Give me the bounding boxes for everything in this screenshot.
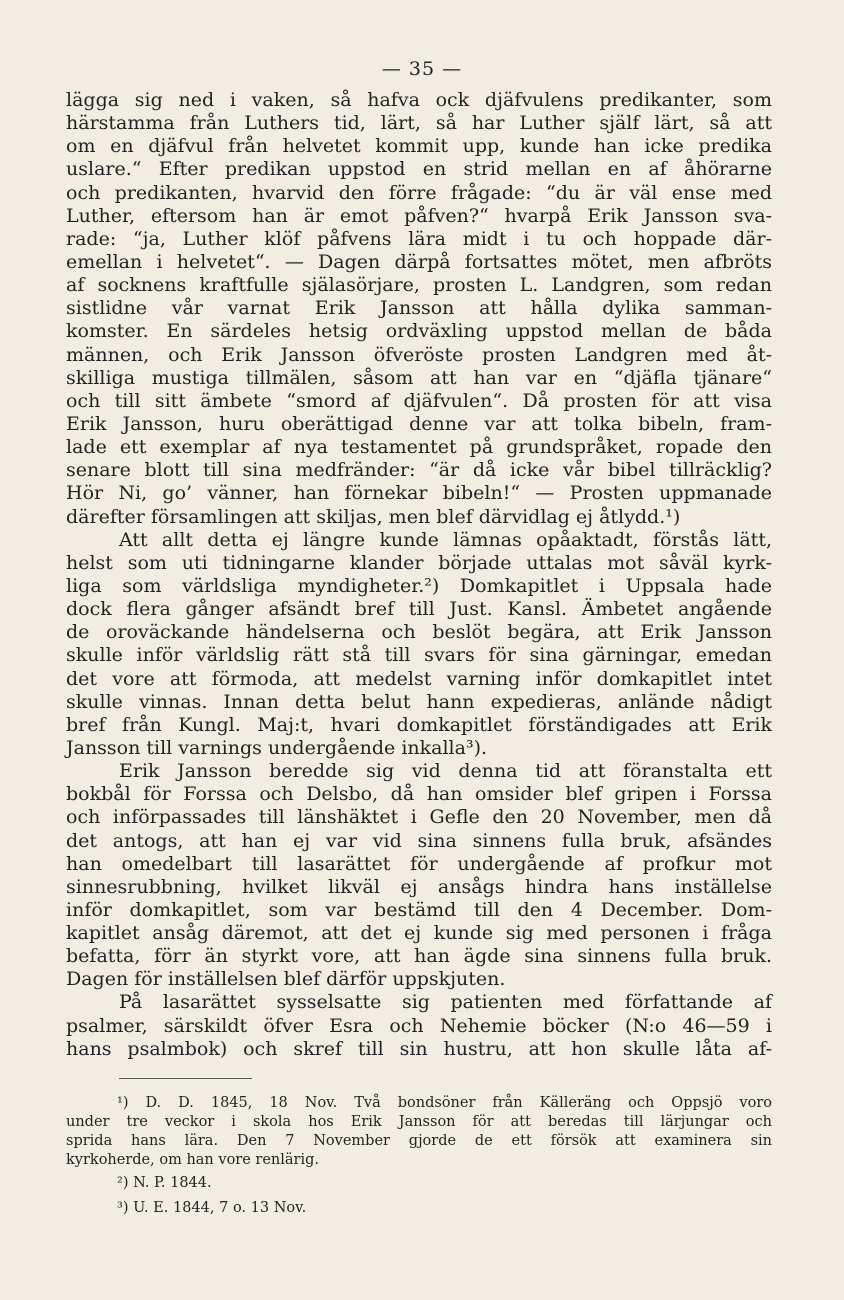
text-line: dock flera gånger afsändt bref till Just. Kansl. Ämbetet angående — [66, 598, 772, 621]
text-line: de oroväckande händelserna och beslöt begära, att Erik Jansson — [66, 621, 772, 644]
text-line: han omedelbart till lasarättet för undergående af profkur mot — [66, 852, 772, 875]
text-line: uslare.“ Efter predikan uppstod en strid mellan en af åhörarne — [66, 158, 772, 181]
text-line: liga som världsliga myndigheter.²) Domkapitlet i Uppsala hade — [66, 574, 772, 597]
text-line: det antogs, att han ej var vid sina sinnens fulla bruk, afsändes — [66, 829, 772, 852]
text-line: skulle vinnas. Innan detta belut hann expedieras, anlände nådigt — [66, 690, 772, 713]
footnote-line: ²) N. P. 1844. — [117, 1175, 212, 1191]
text-line: männen, och Erik Jansson öfveröste prosten Landgren med åt- — [66, 343, 772, 366]
text-line: emellan i helvetet“. — Dagen därpå fortsattes mötet, men afbröts — [66, 250, 772, 273]
text-line: lägga sig ned i vaken, så hafva ock djäfvulens predikanter, som — [66, 89, 772, 111]
text-line: bref från Kungl. Maj:t, hvari domkapitlet förständigades att Erik — [66, 713, 772, 736]
text-line: helst som uti tidningarne klander började uttalas mot såväl kyrk- — [66, 551, 772, 574]
text-line: af socknens kraftfulle själasörjare, prosten L. Landgren, som redan — [66, 274, 772, 297]
text-line: och till sitt ämbete “smord af djäfvulen“. Då prosten för att visa — [66, 389, 772, 412]
footnote-line: under tre veckor i skola hos Erik Jansson för att beredas till lärjungar och — [66, 1114, 772, 1130]
text-line: Jansson till varnings undergående inkalla³). — [66, 736, 488, 759]
text-line: hans psalmbok) och skref till sin hustru, att hon skulle låta af- — [66, 1037, 772, 1060]
text-line: senare blott till sina medfränder: “är då icke vår bibel tillräcklig? — [66, 459, 772, 482]
text-line: Luther, eftersom han är emot påfven?“ hvarpå Erik Jansson sva- — [66, 204, 772, 227]
text-line: psalmer, särskildt öfver Esra och Nehemie böcker (N:o 46—59 i — [66, 1014, 772, 1037]
footnote-line: kyrkoherde, om han vore renlärig. — [66, 1152, 320, 1168]
text-line: sinnesrubbning, hvilket likväl ej ansågs hindra hans inställelse — [66, 875, 772, 898]
footnote-line: sprida hans lära. Den 7 November gjorde de ett försök att examinera sin — [66, 1133, 772, 1149]
text-line: härstamma från Luthers tid, lärt, så har Luther själf lärt, så att — [66, 112, 772, 135]
text-line: skulle inför världslig rätt stå till svars för sina gärningar, emedan — [66, 644, 772, 667]
footnote-line: ³) U. E. 1844, 7 o. 13 Nov. — [117, 1200, 307, 1216]
footnote-line: ¹) D. D. 1845, 18 Nov. Två bondsöner från Källeräng och Oppsjö voro — [117, 1095, 772, 1111]
text-line: bokbål för Forssa och Delsbo, då han omsider blef gripen i Forssa — [66, 783, 772, 806]
text-line: inför domkapitlet, som var bestämd till den 4 December. Dom- — [66, 898, 772, 921]
text-line: rade: “ja, Luther klöf påfvens lära midt i tu och hoppade där- — [66, 227, 772, 250]
text-line: Dagen för inställelsen blef därför uppskjuten. — [66, 968, 506, 991]
text-line: det vore att förmoda, att medelst varning inför domkapitlet intet — [66, 667, 772, 690]
text-line: skilliga mustiga tillmälen, såsom att han var en “djäfla tjänare“ — [66, 366, 772, 389]
text-line: och införpassades till länshäktet i Gefle den 20 November, men då — [66, 806, 772, 829]
page-number: — 35 — — [381, 58, 463, 80]
footnotes — [66, 1094, 772, 1218]
text-line: kapitlet ansåg däremot, att det ej kunde sig med personen i fråga — [66, 922, 772, 945]
text-line: därefter församlingen att skiljas, men blef därvidlag ej åtlydd.¹) — [66, 505, 681, 528]
text-line: och predikanten, hvarvid den förre frågade: “du är väl ense med — [66, 181, 772, 204]
text-line: komster. En särdeles hetsig ordväxling uppstod mellan de båda — [66, 320, 772, 343]
text-line: Erik Jansson beredde sig vid denna tid att föranstalta ett — [119, 760, 772, 783]
body-text — [66, 89, 772, 1061]
text-line: Hör Ni, go’ vänner, han förnekar bibeln!“ — Prosten uppmanade — [66, 482, 772, 505]
text-line: befatta, förr än styrkt vore, att han ägde sina sinnens fulla bruk. — [66, 945, 772, 968]
text-line: om en djäfvul från helvetet kommit upp, kunde han icke predika — [66, 135, 772, 158]
text-line: Erik Jansson, huru oberättigad denne var att tolka bibeln, fram- — [66, 412, 772, 435]
text-line: Att allt detta ej längre kunde lämnas opåaktadt, förstås lätt, — [119, 528, 772, 551]
text-line: sistlidne vår varnat Erik Jansson att hålla dylika samman- — [66, 297, 772, 320]
text-line: lade ett exemplar af nya testamentet på grundspråket, ropade den — [66, 436, 772, 459]
text-line: På lasarättet sysselsatte sig patienten med författande af — [119, 991, 772, 1014]
footnote-divider — [119, 1078, 252, 1079]
